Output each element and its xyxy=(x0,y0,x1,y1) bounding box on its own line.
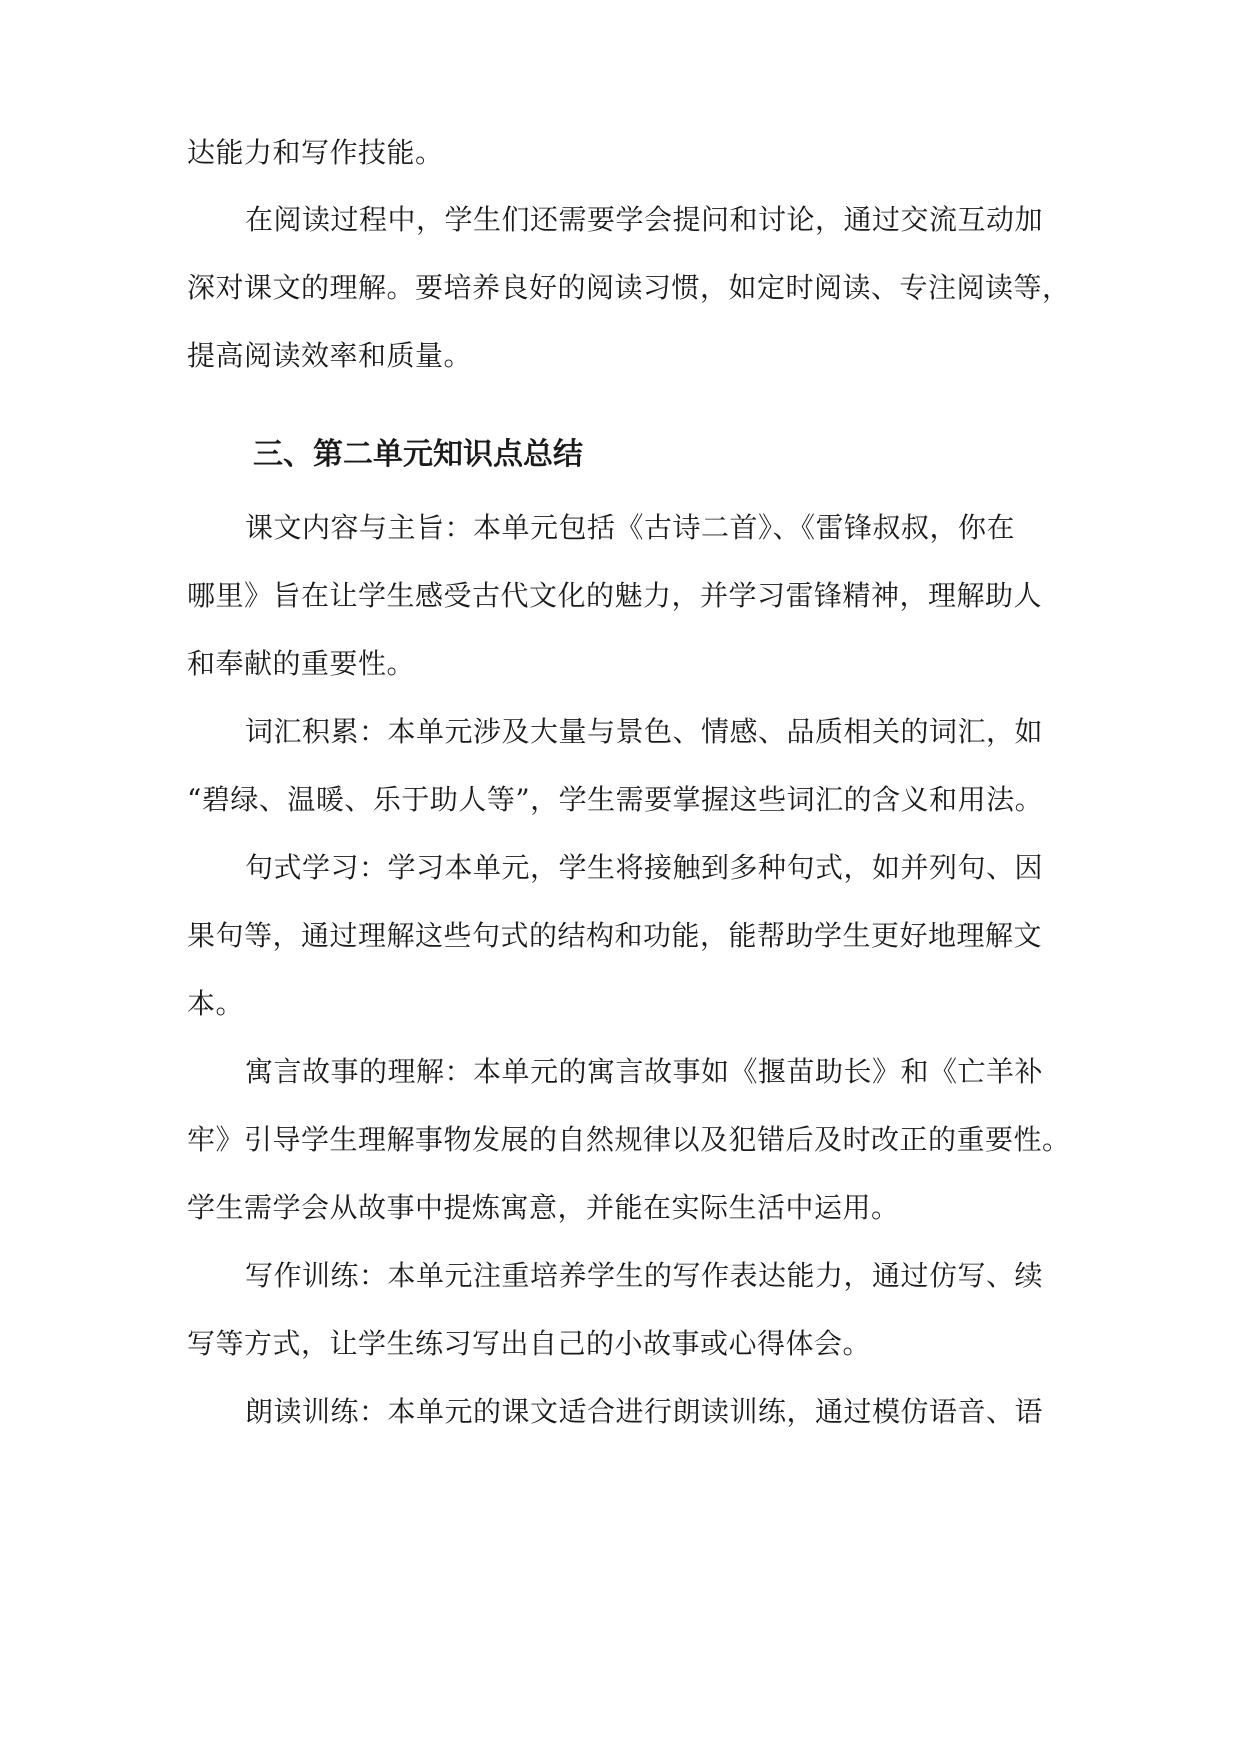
paragraph-line: 达能力和写作技能。 xyxy=(187,136,444,169)
paragraph-line: 牢》引导学生理解事物发展的自然规律以及犯错后及时改正的重要性。 xyxy=(187,1123,1071,1156)
paragraph-line: 朗读训练：本单元的课文适合进行朗读训练，通过模仿语音、语 xyxy=(245,1395,1044,1428)
paragraph-line: “碧绿、温暖、乐于助人等”，学生需要掌握这些词汇的含义和用法。 xyxy=(187,783,1044,816)
paragraph-line: 哪里》旨在让学生感受古代文化的魅力，并学习雷锋精神，理解助人 xyxy=(187,579,1043,612)
paragraph-line: 学生需学会从故事中提炼寓意，并能在实际生活中运用。 xyxy=(187,1191,900,1224)
section-heading: 三、第二单元知识点总结 xyxy=(253,437,583,472)
paragraph-line: 果句等，通过理解这些句式的结构和功能，能帮助学生更好地理解文 xyxy=(187,919,1043,952)
paragraph-line: 在阅读过程中，学生们还需要学会提问和讨论，通过交流互动加 xyxy=(245,203,1044,236)
paragraph-line: 词汇积累：本单元涉及大量与景色、情感、品质相关的词汇，如 xyxy=(245,715,1044,748)
paragraph-line: 课文内容与主旨：本单元包括《古诗二首》、《雷锋叔叔，你在 xyxy=(245,511,1016,544)
paragraph-line: 深对课文的理解。要培养良好的阅读习惯，如定时阅读、专注阅读等， xyxy=(187,271,1071,304)
paragraph-line: 寓言故事的理解：本单元的寓言故事如《揠苗助长》和《亡羊补 xyxy=(245,1055,1044,1088)
paragraph-line: 和奉献的重要性。 xyxy=(187,647,416,680)
paragraph-line: 写作训练：本单元注重培养学生的写作表达能力，通过仿写、续 xyxy=(245,1259,1044,1292)
paragraph-line: 写等方式，让学生练习写出自己的小故事或心得体会。 xyxy=(187,1327,872,1360)
paragraph-line: 提高阅读效率和质量。 xyxy=(187,339,473,372)
paragraph-line: 本。 xyxy=(187,987,245,1020)
paragraph-line: 句式学习：学习本单元，学生将接触到多种句式，如并列句、因 xyxy=(245,851,1044,884)
